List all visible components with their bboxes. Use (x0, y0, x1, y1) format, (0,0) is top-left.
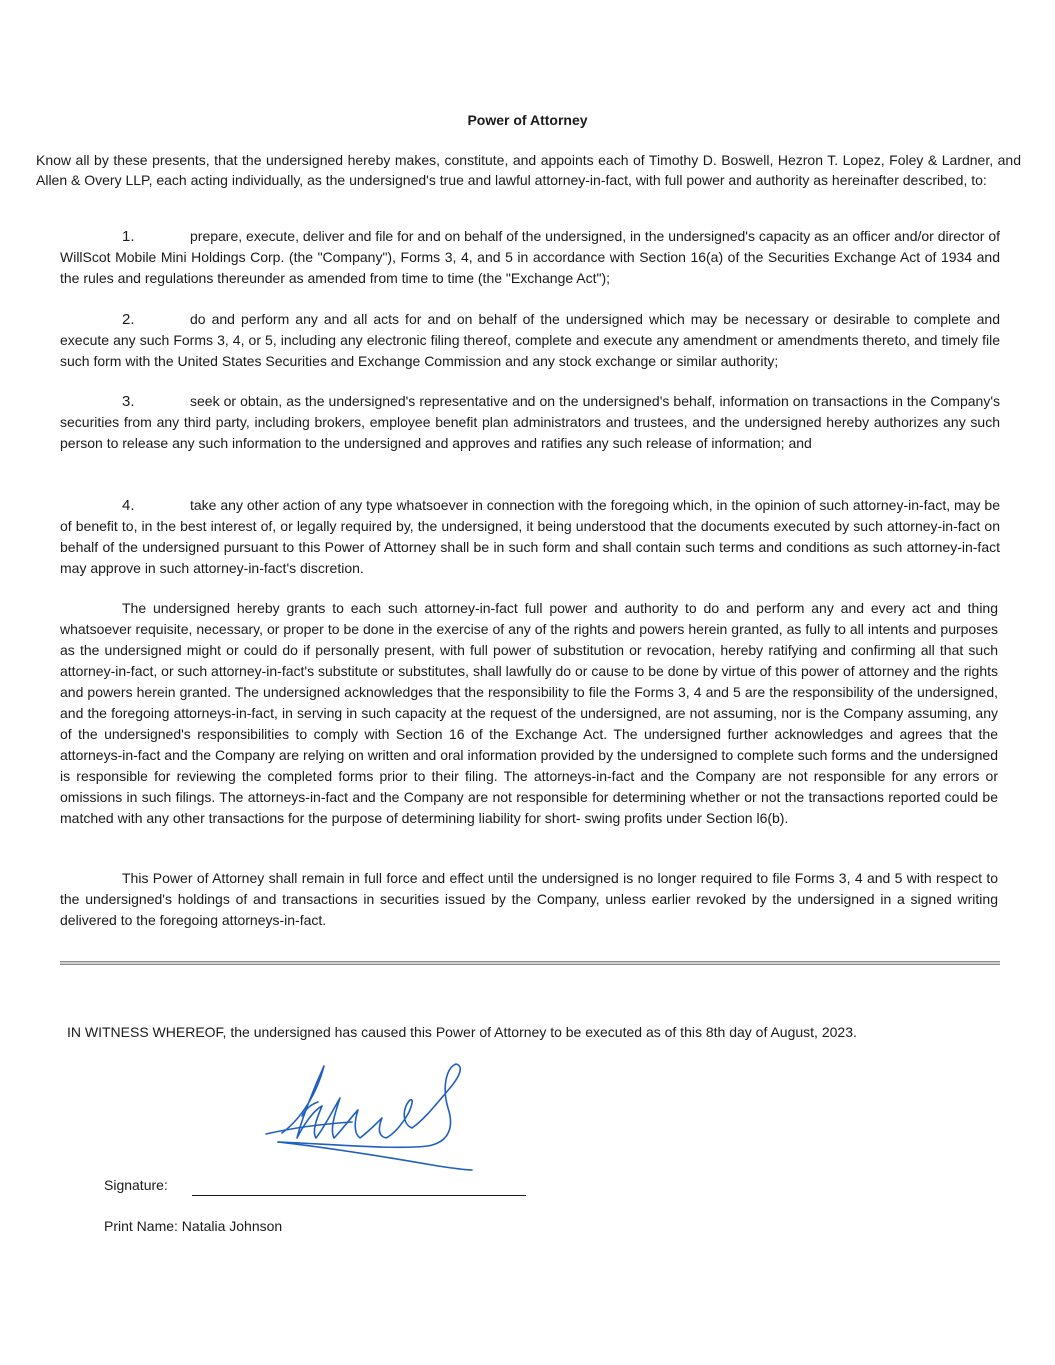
list-item-text: do and perform any and all acts for and on behalf of the undersigned which may be necessary or desirable to complete and execute any such Forms 3, 4, or 5, including any electronic filing thereof, complete and execute any amendment or amendments thereto, and timely file such form with the United States Securities and Exchange Commission and any stock exchange or similar authority; (60, 311, 1000, 369)
list-item-number: 4. (122, 497, 135, 514)
intro-paragraph: Know all by these presents, that the undersigned hereby makes, constitute, and appoints each of Timothy D. Boswell, Hezron T. Lopez, Foley & Lardner, and Allen & Overy LLP, each acting individually, as the undersigned's true and lawful attorney-in-fact, with full power and authority as hereinafter described, to: (36, 152, 1021, 188)
force-paragraph: This Power of Attorney shall remain in full force and effect until the undersigned is no longer required to file Forms 3, 4 and 5 with respect to the undersigned's holdings of and transactions in securities issued by the Company, unless earlier revoked by the undersigned in a signed writing delivered to the foregoing attorneys-in-fact. (60, 870, 998, 928)
list-item (60, 495, 1000, 579)
list-item-number: 2. (122, 311, 135, 328)
grants-paragraph: The undersigned hereby grants to each such attorney-in-fact full power and authority to do and perform any and every act and thing whatsoever requisite, necessary, or proper to be done in the exercise of any of the rights and powers herein granted, as fully to all intents and purposes as the undersigned might or could do if personally present, with full power of substitution or revocation, hereby ratifying and confirming all that such attorney-in-fact, or such attorney-in-fact's substitute or substitutes, shall lawfully do or cause to be done by virtue of this power of attorney and the rights and powers herein granted. The undersigned acknowledges that the responsibility to file the Forms 3, 4 and 5 are the responsibility of the undersigned, and the foregoing attorneys-in-fact, in serving in such capacity at the request of the undersigned, are not assuming, nor is the Company assuming, any of the undersigned's responsibilities to comply with Section 16 of the Exchange Act. The undersigned further acknowledges and agrees that the attorneys-in-fact and the Company are relying on written and oral information provided by the undersigned to complete such forms and the undersigned is responsible for reviewing the completed forms prior to their filing. The attorneys-in-fact and the Company are not responsible for any errors or omissions in such filings. The attorneys-in-fact and the Company are not responsible for determining whether or not the transactions reported could be matched with any other transactions for the purpose of determining liability for short- swing profits under Section l6(b). (60, 600, 998, 826)
list-item-text: prepare, execute, deliver and file for and on behalf of the undersigned, in the undersigned's capacity as an officer and/or director of WillScot Mobile Mini Holdings Corp. (the "Company"), Forms 3, 4, and 5 in accordance with Section 16(a) of the Securities Exchange Act of 1934 and the rules and regulations thereunder as amended from time to time (the "Exchange Act"); (60, 228, 1000, 286)
witness-statement: IN WITNESS WHEREOF, the undersigned has caused this Power of Attorney to be executed as of this 8th day of August, 2023. (67, 1024, 857, 1040)
list-item-number: 1. (122, 228, 135, 245)
list-item (60, 226, 1000, 289)
horizontal-divider (60, 961, 1000, 965)
list-item (60, 391, 1000, 454)
list-item-text: take any other action of any type whatsoever in connection with the foregoing which, in the opinion of such attorney-in-fact, may be of benefit to, in the best interest of, or legally required by, the undersigned, it being understood that the documents executed by such attorney-in-fact on behalf of the undersigned pursuant to this Power of Attorney shall be in such form and shall contain such terms and conditions as such attorney-in-fact may approve in such attorney-in-fact's discretion. (60, 497, 1000, 576)
print-name: Print Name: Natalia Johnson (104, 1218, 283, 1234)
document-title: Power of Attorney (467, 112, 588, 128)
list-item-text: seek or obtain, as the undersigned's representative and on the undersigned's behalf, information on transactions in the Company's securities from any third party, including brokers, employee benefit plan administrators and trustees, and the undersigned hereby authorizes any such person to release any such information to the undersigned and approves and ratifies any such release of information; and (60, 393, 1000, 451)
handwritten-signature (242, 1058, 482, 1176)
list-item-number: 3. (122, 393, 135, 410)
list-item (60, 309, 1000, 372)
signature-label: Signature: (104, 1177, 168, 1193)
signature-line (192, 1195, 526, 1196)
